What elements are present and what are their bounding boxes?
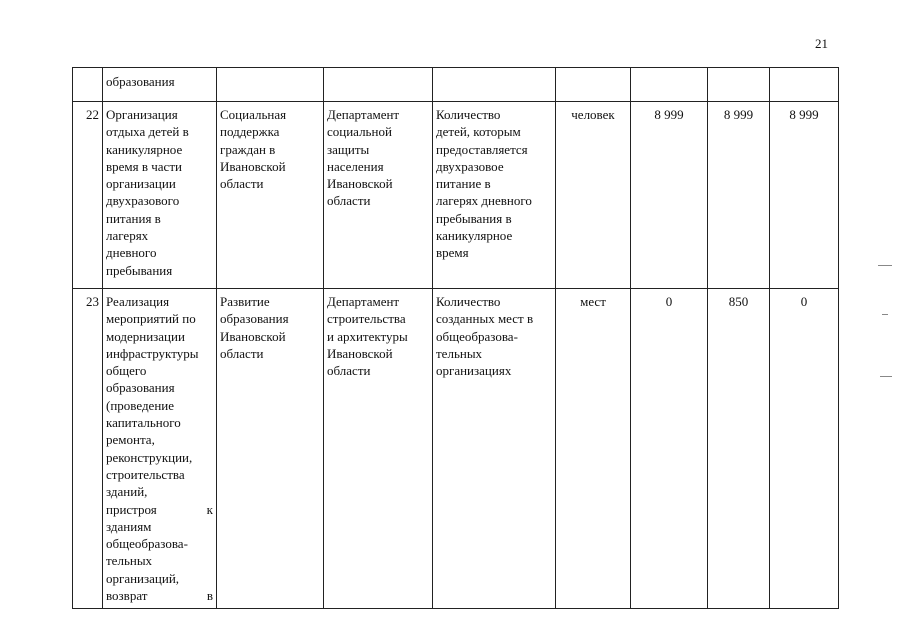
page-number: 21 [815,36,828,51]
cell-line: двухразового [106,193,180,209]
scan-artifact [880,376,892,377]
cell-line: питание в [436,176,491,192]
cell-line: пристроя к [106,501,213,517]
cell-line: Реализация [106,294,170,309]
num-cell: 22 [73,102,103,289]
cell-line: каникулярное [106,141,183,157]
cell-line: пребывания в [436,210,512,226]
cell-line: лагерях дневного [436,193,532,209]
value-cell: 0 [770,289,839,609]
measure-cell [103,102,217,289]
cell-line: детей, которым [436,124,521,140]
cell-line: организации [106,176,176,192]
cell-line: области [327,193,371,209]
cell-line: общего [106,363,147,379]
value-cell: 0 [631,289,708,609]
unit-cell [556,68,631,102]
cell-line: Департамент [327,294,400,309]
cell-line: мероприятий по [106,311,196,327]
cell-line: предоставляется [436,141,528,157]
cell-line: созданных мест в [436,311,534,327]
cell-line: Ивановской [220,158,286,174]
table-row [73,289,839,609]
cell-line: общеобразова- [106,536,188,552]
num-cell [73,68,103,102]
cell-line: каникулярное [436,228,513,244]
cell-line: пребывания [106,262,173,278]
cell-line: образования [220,311,289,327]
cell-line: Количество [436,294,501,309]
cell-line: Развитие [220,294,270,309]
value-cell: 8 999 [770,102,839,289]
cell-line: время [436,245,469,261]
responsible-cell [324,289,433,609]
cell-line: реконструкции, [106,449,193,465]
cell-line: и архитектуры [327,328,408,344]
cell-line: Количество [436,107,501,122]
cell-line: капитального [106,415,181,431]
value-cell: 850 [708,289,770,609]
value-cell [708,68,770,102]
table-row [73,102,839,289]
cell-line: питания в [106,210,161,226]
cell-line: возврат в [106,588,213,604]
cell-line: двухразовое [436,158,504,174]
cell-line: (проведение [106,397,175,413]
cell-line: строительства [327,311,406,327]
indicator-cell [433,289,556,609]
cell-line: образования [106,380,175,396]
measure-cell [103,289,217,609]
cell-line: отдыха детей в [106,124,189,140]
cell-line: инфраструктуры [106,345,199,361]
unit-cell: человек [556,102,631,289]
responsible-cell [324,102,433,289]
cell-line: зданий, [106,484,148,500]
program-cell [217,289,324,609]
cell-line: тельных [106,553,153,569]
value-cell [631,68,708,102]
cell-line: организаций, [106,570,180,586]
program-cell [217,102,324,289]
cell-line: Ивановской [327,176,393,192]
cell-line: ремонта, [106,432,155,448]
value-cell [770,68,839,102]
cell-line: Ивановской [220,328,286,344]
cell-line: общеобразова- [436,328,518,344]
cell-line: Департамент [327,107,400,122]
cell-line: населения [327,158,384,174]
cell-line: время в части [106,158,182,174]
value-cell: 8 999 [708,102,770,289]
cell-line: модернизации [106,328,185,344]
cell-line: организациях [436,363,512,379]
program-table [72,67,839,609]
cell-line: строительства [106,466,185,482]
cell-line: лагерях [106,228,149,244]
program-cell [217,68,324,102]
cell-line: защиты [327,141,370,157]
scan-artifact [882,314,888,315]
unit-cell: мест [556,289,631,609]
cell-line: области [327,363,371,379]
cell-line: социальной [327,124,392,140]
scan-artifact [878,265,892,266]
cell-line: Организация [106,107,178,122]
measure-cell: образования [103,68,217,102]
cell-line: тельных [436,345,483,361]
cell-line: поддержка [220,124,280,140]
cell-line: граждан в [220,141,276,157]
responsible-cell [324,68,433,102]
cell-line: области [220,345,264,361]
num-cell: 23 [73,289,103,609]
indicator-cell [433,102,556,289]
cell-line: Социальная [220,107,287,122]
cell-line: дневного [106,245,157,261]
indicator-cell [433,68,556,102]
table-row [73,68,839,102]
cell-line: области [220,176,264,192]
cell-line: Ивановской [327,345,393,361]
cell-line: зданиям [106,518,152,534]
value-cell: 8 999 [631,102,708,289]
